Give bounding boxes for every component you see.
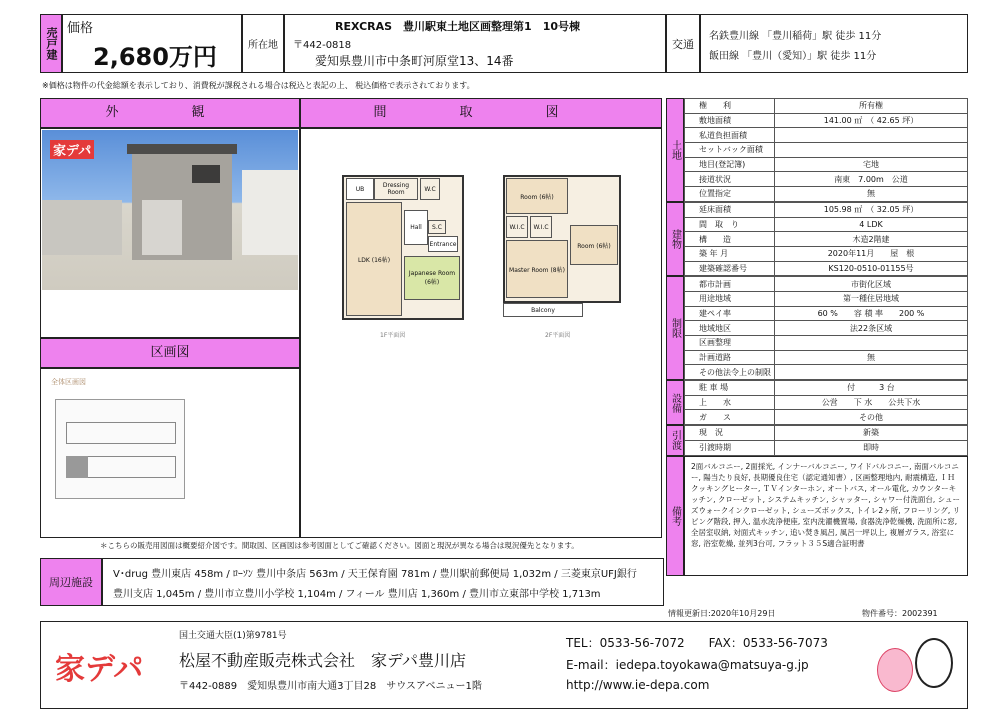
building-row-label: 建築確認番号 (685, 261, 775, 276)
property-no: 物件番号：2002391 (862, 609, 938, 618)
restrictions-row (685, 291, 968, 306)
restrictions-row-label: 地域地区 (685, 321, 775, 336)
lot-map-header (40, 338, 300, 368)
room-2: Room (6帖) (570, 225, 618, 265)
land-row-value: 南東 7.00m 公道 (775, 172, 968, 187)
land-row-value: 宅地 (775, 157, 968, 172)
land-row (685, 99, 968, 114)
building-row-label: 延床面積 (685, 202, 775, 217)
postal-code: 〒442-0818 (293, 40, 352, 51)
restrictions-row-value: 無 (775, 350, 968, 365)
remarks-text: 2面バルコニー, 2面採光, インナーバルコニー, ワイドバルコニー, 南面バルコニー, 陽当たり良好, 長期優良住宅（認定通知書）, 区画整理地内, 耐震構造, ＩＨクッキングヒーター, ＴＶインターホン, オートバス, オール電化, カウンターキッチン, クローゼット, システムキッチン, シャッター, シャワー付洗面台, シューズウォークインクローゼット, シューズボックス, トイレ2ヶ所, フローリング, リビング階段, 押入, 温水洗浄便座, 室内洗濯機置場, 食器洗浄乾燥機, 洗面所に窓, 全居室収納, 対面式キッチン, 追い焚き風呂, 風呂一坪以上, 複層ガラス, 浴室に窓, 浴室乾燥, 並列3台可, フラット３５S適合証明書 (684, 456, 968, 576)
restrictions-row (685, 350, 968, 365)
mascot-illustration (877, 630, 957, 700)
delivery-row-value: 新築 (775, 426, 968, 441)
building-row (685, 217, 968, 232)
land-row (685, 113, 968, 128)
floor1-caption: 1F平面図 (380, 332, 406, 339)
land-row-label: 私道負担面積 (685, 128, 775, 143)
land-row-value (775, 143, 968, 158)
address: 愛知県豊川市中条町河原堂13、14番 (315, 54, 514, 68)
room-ldk: LDK (16帖) (346, 202, 402, 316)
land-row (685, 143, 968, 158)
building-row (685, 202, 968, 217)
land-row-label: 接道状況 (685, 172, 775, 187)
restrictions-row (685, 277, 968, 292)
restrictions-row-value: 第一種住居地域 (775, 291, 968, 306)
room-wic-1: W.I.C (506, 216, 528, 238)
restrictions-row-value: 60 % 容 積 率 200 % (775, 306, 968, 321)
room-wic-2: W.I.C (530, 216, 552, 238)
land-row-label: 敷地面積 (685, 113, 775, 128)
photo-logo: 家デパ (50, 140, 94, 159)
land-group (666, 98, 968, 202)
delivery-row-label: 現 況 (685, 426, 775, 441)
lot-map-drawing (55, 399, 185, 499)
facilities-row-value: その他 (775, 410, 968, 425)
facilities-row (685, 410, 968, 425)
restrictions-table (684, 276, 968, 380)
neighbor-house (242, 170, 298, 255)
lot-highlight (66, 456, 88, 478)
nearby-label-box (40, 558, 102, 606)
delivery-table (684, 425, 968, 455)
facilities-group (666, 380, 968, 425)
transport-label-box (666, 14, 700, 73)
location-label: 所在地 (248, 40, 278, 51)
land-row-value (775, 128, 968, 143)
price-note: ※価格は物件の代金総額を表示しており、消費税が課税される場合は税込と表記の上、 税込価格で表示されております。 (42, 81, 475, 90)
facilities-row-label: 駐 車 場 (685, 381, 775, 396)
transport-box (700, 14, 968, 73)
delivery-row-value: 即時 (775, 440, 968, 455)
restrictions-row (685, 336, 968, 351)
land-row-value: 141.00 ㎡ （ 42.65 坪） (775, 113, 968, 128)
restrictions-row-label: 建ペイ率 (685, 306, 775, 321)
restrictions-row-label: 計画道路 (685, 350, 775, 365)
lot-map-caption: 全体区画図 (51, 378, 86, 386)
delivery-group (666, 425, 968, 455)
type-badge (40, 14, 62, 73)
restrictions-row-label: 区画整理 (685, 336, 775, 351)
disclaimer: ＊こちらの販売用図面は概要紹介図です。間取図、区画図は参考図面としてご確認ください。図面と現況が異なる場合は現況優先となります。 (100, 541, 579, 550)
nearby-line-2: 豊川支店 1,045m / 豊川市立豊川小学校 1,104m / フィール 豊川店 1,360m / 豊川市立東部中学校 1,713m (113, 589, 601, 600)
transport-line-2: 飯田線 「豊川（愛知）」駅 徒歩 11分 (709, 51, 877, 62)
spec-panel (666, 98, 968, 576)
price-value: 2,680万円 (93, 43, 217, 71)
land-row-label: セットバック面積 (685, 143, 775, 158)
building-row-value: 105.98 ㎡ （ 32.05 坪） (775, 202, 968, 217)
exterior-title: 外 観 (105, 105, 235, 120)
room-master: Master Room (8帖) (506, 240, 568, 298)
room-ub: UB (346, 178, 374, 200)
footer-tel: TEL：0533-56-7072 FAX：0533-56-7073 (566, 636, 828, 650)
restrictions-row (685, 321, 968, 336)
delivery-row (685, 426, 968, 441)
location-box (284, 14, 666, 73)
room-hall: Hall (404, 210, 428, 245)
lot-map-panel (40, 368, 300, 538)
facilities-row (685, 381, 968, 396)
nearby-line-1: V･drug 豊川東店 458m / ﾛｰｿﾝ 豊川中条店 563m / 天王保育園 781m / 豊川駅前郵便局 1,032m / 三菱東京UFJ銀行 (113, 569, 637, 580)
building-row-label: 築 年 月 (685, 246, 775, 261)
house-roof (127, 144, 237, 154)
land-row-value: 無 (775, 187, 968, 202)
room-sc: S.C (428, 220, 446, 234)
restrictions-row-value: 市街化区域 (775, 277, 968, 292)
price-label: 価格 (67, 21, 94, 36)
room-japanese: Japanese Room (6帖) (404, 256, 460, 300)
land-row-label: 地目(登記簿) (685, 157, 775, 172)
building-table (684, 202, 968, 276)
facilities-group-label: 設備 (666, 380, 684, 425)
land-row (685, 172, 968, 187)
floor2-caption: 2F平面図 (545, 332, 571, 339)
restrictions-row (685, 365, 968, 380)
land-table (684, 98, 968, 202)
restrictions-row (685, 306, 968, 321)
building-row-value: KS120-0510-01155号 (775, 261, 968, 276)
floorplan-header (300, 98, 662, 128)
room-entrance: Entrance (428, 236, 458, 252)
building-row (685, 246, 968, 261)
remarks-group-label: 備考 (666, 456, 684, 576)
facilities-table (684, 380, 968, 425)
land-row (685, 157, 968, 172)
lot-map-title: 区画図 (150, 345, 190, 360)
restrictions-row-value (775, 365, 968, 380)
price-box (62, 14, 242, 73)
room-1: Room (6帖) (506, 178, 568, 214)
restrictions-row-value (775, 336, 968, 351)
building-row-label: 間 取 り (685, 217, 775, 232)
restrictions-row-label: 用途地域 (685, 291, 775, 306)
facilities-row-label: ガ ス (685, 410, 775, 425)
room-dressing: Dressing Room (374, 178, 418, 200)
land-row-label: 権 利 (685, 99, 775, 114)
building-row (685, 232, 968, 247)
mascot-1 (877, 648, 913, 692)
garage-shutter (142, 200, 182, 255)
mascot-2 (915, 638, 953, 688)
building-group-label: 建物 (666, 202, 684, 276)
nearby-label: 周辺施設 (49, 576, 93, 589)
room-wc-1f: W.C (420, 178, 440, 200)
property-name: REXCRAS 豊川駅東土地区画整理第1 10号棟 (335, 20, 581, 33)
land-row-value: 所有権 (775, 99, 968, 114)
lot-row-1 (66, 422, 176, 444)
floorplan-title: 間 取 図 (373, 105, 589, 120)
footer-address: 〒442-0889 愛知県豊川市南大通3丁目28 サウスアベニュー1階 (179, 681, 482, 692)
land-group-label: 土地 (666, 98, 684, 202)
facilities-row (685, 395, 968, 410)
building-group (666, 202, 968, 276)
facilities-row-value: 公営 下 水 公共下水 (775, 395, 968, 410)
restrictions-group (666, 276, 968, 380)
restrictions-row-label: 都市計画 (685, 277, 775, 292)
exterior-header (40, 98, 300, 128)
location-label-box (242, 14, 284, 73)
transport-label: 交通 (672, 37, 694, 51)
remarks-group (666, 456, 968, 576)
room-balcony: Balcony (503, 303, 583, 317)
land-row (685, 187, 968, 202)
footer-license: 国土交通大臣(1)第9781号 (179, 631, 287, 641)
restrictions-row-value: 法22条区域 (775, 321, 968, 336)
facilities-row-value: 付 3 台 (775, 381, 968, 396)
building-row (685, 261, 968, 276)
footer-url[interactable]: http://www.ie-depa.com (566, 678, 710, 692)
footer-company: 松屋不動産販売株式会社 家デパ豊川店 (179, 651, 467, 670)
house-window (192, 165, 220, 183)
delivery-row-label: 引渡時期 (685, 440, 775, 455)
building-row-value: 木造2階建 (775, 232, 968, 247)
building-row-value: 4 LDK (775, 217, 968, 232)
nearby-box (102, 558, 664, 606)
exterior-photo (42, 130, 298, 290)
type-label: 売戸建 (45, 27, 58, 60)
footer-email[interactable]: E-mail：iedepa.toyokawa@matsuya-g.jp (566, 658, 809, 672)
transport-line-1: 名鉄豊川線 「豊川稲荷」駅 徒歩 11分 (709, 31, 882, 42)
footer (40, 621, 968, 709)
restrictions-group-label: 制限 (666, 276, 684, 380)
facilities-row-label: 上 水 (685, 395, 775, 410)
neighbor-house-left (42, 200, 122, 255)
land-row (685, 128, 968, 143)
building-row-value: 2020年11月 屋 根 (775, 246, 968, 261)
info-updated: 情報更新日:2020年10月29日 (668, 609, 776, 618)
delivery-row (685, 440, 968, 455)
delivery-group-label: 引渡 (666, 425, 684, 455)
land-row-label: 位置指定 (685, 187, 775, 202)
building-row-label: 構 造 (685, 232, 775, 247)
footer-logo: 家デパ (55, 652, 144, 687)
restrictions-row-label: その他法令上の制限 (685, 365, 775, 380)
